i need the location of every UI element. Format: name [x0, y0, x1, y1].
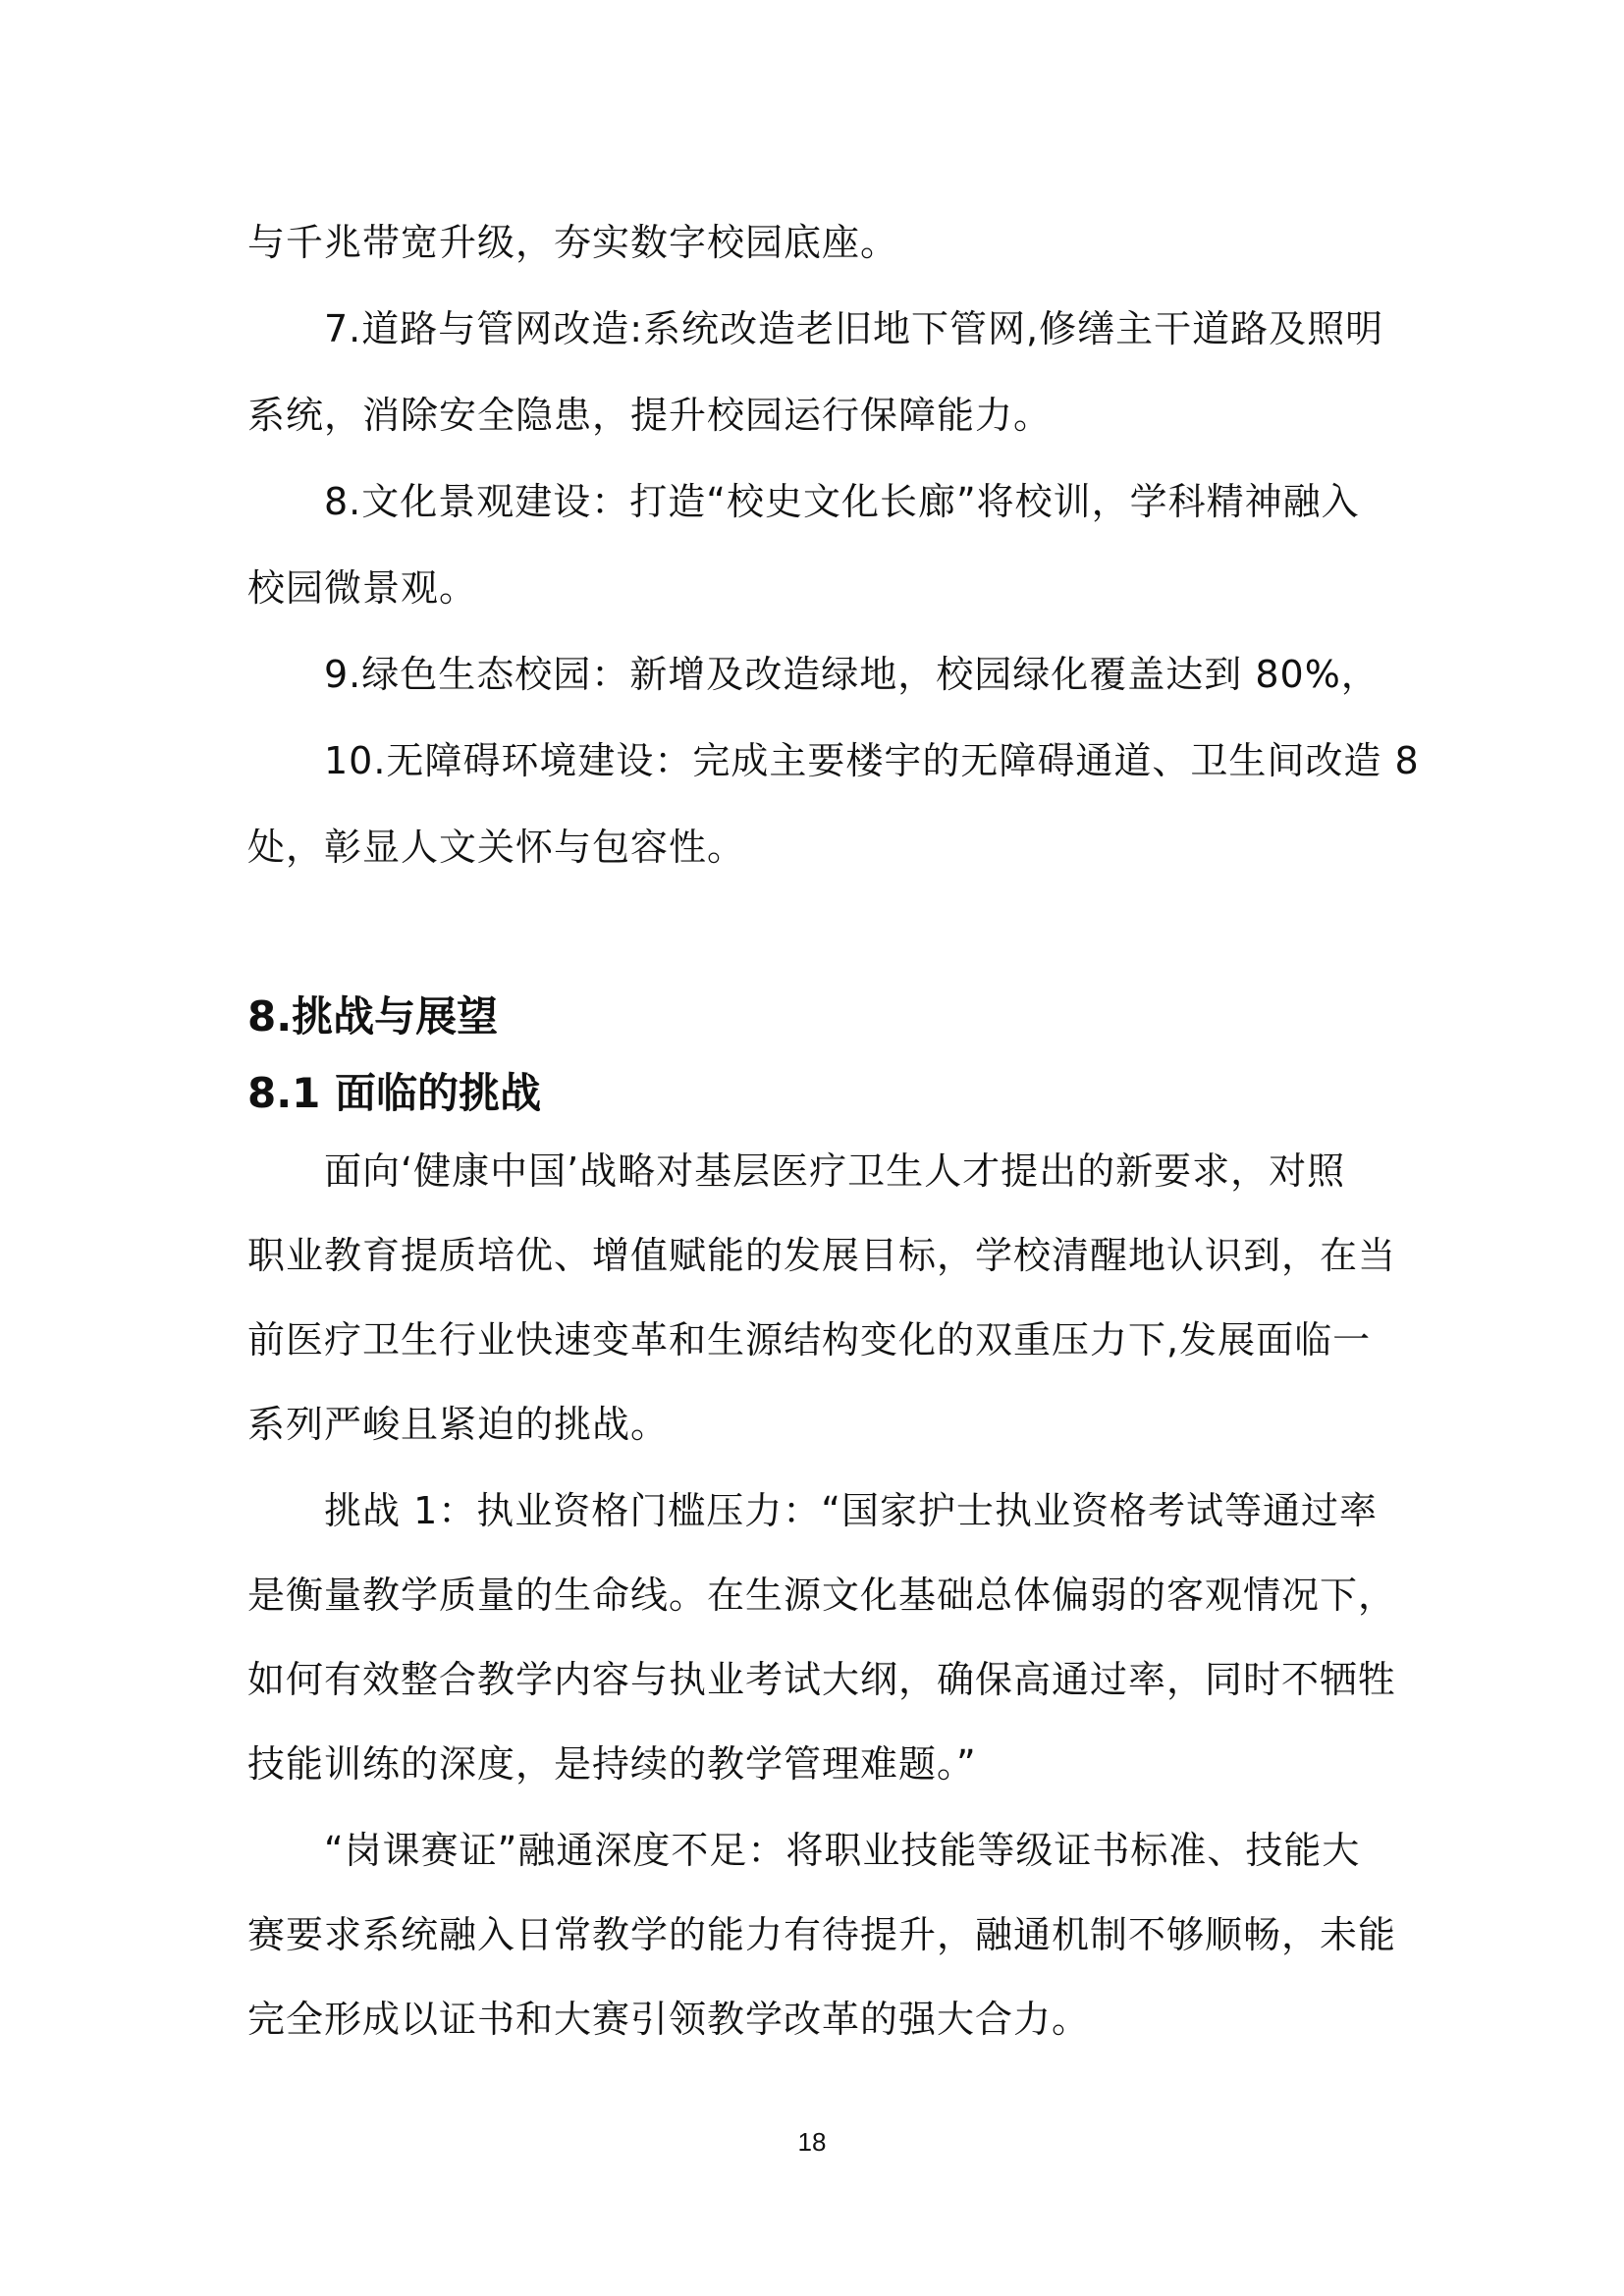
- text-line: 是衡量教学质量的生命线。在生源文化基础总体偏弱的客观情况下，: [247, 1574, 1397, 1617]
- text-line: 处，彰显人文关怀与包容性。: [247, 826, 746, 869]
- text-line: 系统，消除安全隐患，提升校园运行保障能力。: [247, 394, 1053, 437]
- page-number: 18: [797, 2127, 827, 2157]
- text-line: 完全形成以证书和大赛引领教学改革的强大合力。: [247, 1998, 1091, 2041]
- section-heading: 8.挑战与展望: [247, 992, 499, 1041]
- subsection-heading: 8.1 面临的挑战: [247, 1069, 542, 1117]
- text-line: 赛要求系统融入日常教学的能力有待提升，融通机制不够顺畅，未能: [247, 1913, 1397, 1956]
- text-line: 挑战 1：执业资格门槛压力：“国家护士执业资格考试等通过率: [324, 1489, 1378, 1532]
- text-line: 校园微景观。: [247, 566, 478, 610]
- text-line: 与千兆带宽升级，夯实数字校园底座。: [247, 221, 899, 264]
- text-line: 如何有效整合教学内容与执业考试大纲，确保高通过率，同时不牺牲: [247, 1658, 1397, 1701]
- text-line: 面向‘健康中国’战略对基层医疗卫生人才提出的新要求，对照: [324, 1149, 1346, 1193]
- text-line: “岗课赛证”融通深度不足：将职业技能等级证书标准、技能大: [324, 1829, 1361, 1872]
- text-line: 8.文化景观建设：打造“校史文化长廊”将校训，学科精神融入: [324, 480, 1360, 523]
- text-line: 7.道路与管网改造:系统改造老旧地下管网,修缮主干道路及照明: [324, 307, 1384, 350]
- text-line: 前医疗卫生行业快速变革和生源结构变化的双重压力下,发展面临一: [247, 1318, 1372, 1362]
- text-line: 10.无障碍环境建设：完成主要楼宇的无障碍通道、卫生间改造 8: [324, 739, 1420, 782]
- text-line: 技能训练的深度，是持续的教学管理难题。”: [247, 1742, 977, 1786]
- text-line: 系列严峻且紧迫的挑战。: [247, 1403, 670, 1446]
- text-line: 职业教育提质培优、增值赋能的发展目标，学校清醒地认识到，在当: [247, 1234, 1397, 1277]
- text-line: 9.绿色生态校园：新增及改造绿地，校园绿化覆盖达到 80%，: [324, 653, 1380, 696]
